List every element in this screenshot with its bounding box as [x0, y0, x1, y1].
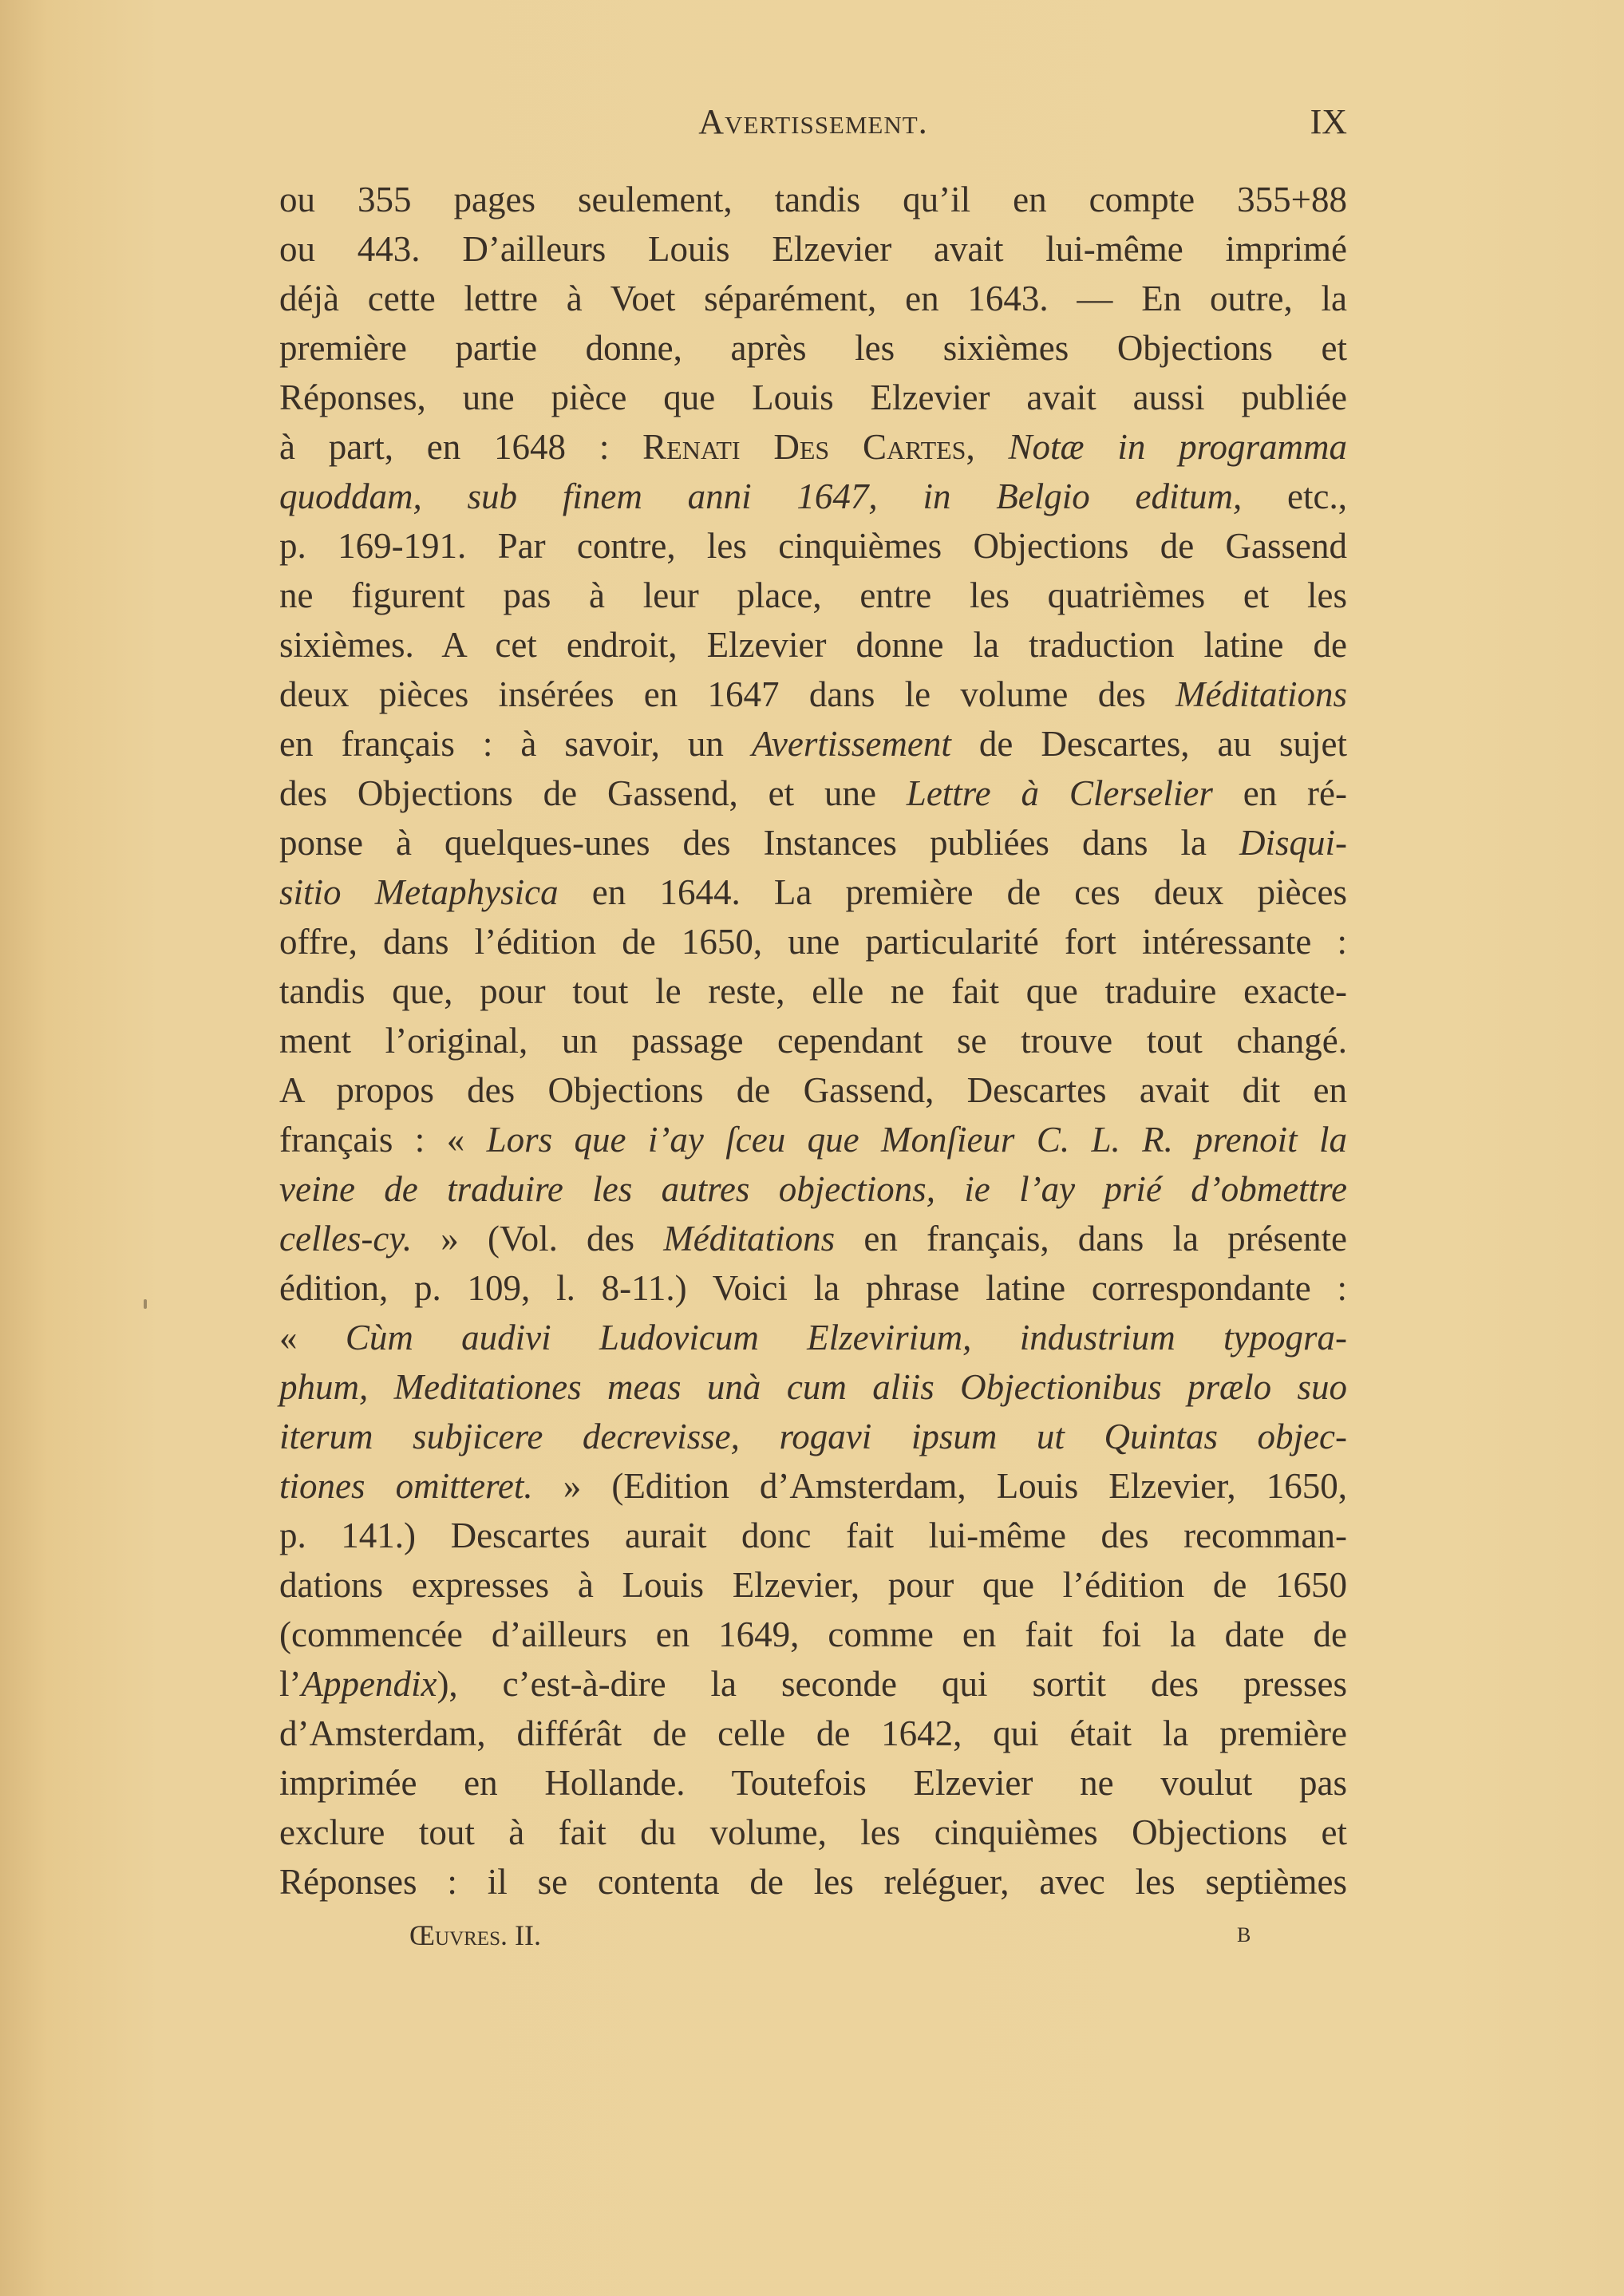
text-segment: A propos des Objections de Gassend, Descartes avait dit en [279, 1070, 1347, 1110]
text-line [279, 769, 1347, 818]
text-line [279, 867, 1347, 917]
italic-text: veine de traduire les autres objections, ie l’ay prié d’obmettre [279, 1169, 1347, 1209]
italic-text: iterum subjicere decrevisse, rogavi ipsum ut Quintas objec- [279, 1417, 1347, 1456]
text-segment: en 1644. La première de ces deux pièces [558, 872, 1347, 912]
text-segment: ou 443. D’ailleurs Louis Elzevier avait lui-même imprimé [279, 229, 1347, 269]
text-line [279, 1709, 1347, 1758]
text-segment: en français, dans la présente [835, 1219, 1347, 1259]
small-caps-text: Renati Des Cartes [642, 427, 966, 467]
text-line [279, 1610, 1347, 1659]
text-segment: dations expresses à Louis Elzevier, pour que l’édition de 1650 [279, 1565, 1347, 1605]
text-line [279, 1313, 1347, 1362]
text-line [279, 1263, 1347, 1313]
text-segment: « [279, 1318, 346, 1357]
text-segment: édition, p. 109, l. 8-11.) Voici la phrase latine correspondante : [279, 1268, 1347, 1308]
text-segment: en ré- [1212, 773, 1347, 813]
text-segment: etc., [1242, 476, 1347, 516]
text-segment: ou 355 pages seulement, tandis qu’il en compte 355+88 [279, 180, 1347, 219]
italic-text: Méditations [663, 1219, 836, 1259]
text-segment: deux pièces insérées en 1647 dans le volume des [279, 674, 1176, 714]
gathering-letter: B [1237, 1923, 1251, 1946]
text-line [279, 719, 1347, 769]
italic-text: Lors que i’ay ſceu que Monſieur C. L. R. prenoit la [486, 1120, 1347, 1160]
text-line [279, 818, 1347, 867]
text-segment: (commencée d’ailleurs en 1649, comme en fait foi la date de [279, 1614, 1347, 1654]
text-segment: p. 141.) Descartes aurait donc fait lui-même des recomman- [279, 1516, 1347, 1555]
text-segment: première partie donne, après les sixièmes Objections et [279, 328, 1347, 368]
text-segment: ne figurent pas à leur place, entre les quatrièmes et les [279, 575, 1347, 615]
text-line [279, 1808, 1347, 1857]
text-segment: p. 169-191. Par contre, les cinquièmes Objections de Gassend [279, 526, 1347, 566]
text-line [279, 1412, 1347, 1461]
text-segment: déjà cette lettre à Voet séparément, en 1643. — En outre, la [279, 279, 1347, 318]
italic-text: Appendix [301, 1664, 437, 1704]
text-segment: » (Vol. des [412, 1219, 664, 1259]
text-line [279, 1461, 1347, 1511]
text-segment: tandis que, pour tout le reste, elle ne fait que traduire exacte- [279, 971, 1347, 1011]
italic-text: quoddam, sub finem anni 1647, in Belgio editum, [279, 476, 1243, 516]
text-line [279, 1115, 1347, 1164]
text-segment: d’Amsterdam, différât de celle de 1642, qui était la première [279, 1713, 1347, 1753]
text-segment: offre, dans l’édition de 1650, une particularité fort intéressante : [279, 922, 1347, 962]
text-line [279, 373, 1347, 422]
text-segment: en français : à savoir, un [279, 724, 752, 764]
page-footer [279, 1915, 1347, 1955]
italic-text: Méditations [1176, 674, 1347, 714]
text-segment: sixièmes. A cet endroit, Elzevier donne la traduction latine de [279, 625, 1347, 665]
text-segment: de Descartes, au sujet [950, 724, 1348, 764]
italic-text: Disqui- [1239, 823, 1347, 863]
signature-mark: Œuvres. II. [409, 1919, 541, 1951]
italic-text: Notæ in programma [1008, 427, 1347, 467]
text-segment: ), c’est-à-dire la seconde qui sortit des presses [437, 1664, 1347, 1704]
text-segment: ment l’original, un passage cependant se trouve tout changé. [279, 1021, 1347, 1061]
text-line [279, 966, 1347, 1016]
margin-speck [144, 1299, 147, 1309]
text-line [279, 1016, 1347, 1065]
text-line [279, 1214, 1347, 1263]
text-segment: à part, en 1648 : [279, 427, 643, 467]
text-line [279, 1857, 1347, 1907]
text-line [279, 1065, 1347, 1115]
text-segment: Réponses : il se contenta de les reléguer, avec les septièmes [279, 1862, 1347, 1902]
text-line [279, 323, 1347, 373]
text-segment: exclure tout à fait du volume, les cinquièmes Objections et [279, 1812, 1347, 1852]
text-segment: français : « [279, 1120, 487, 1160]
italic-text: Lettre à Clerselier [906, 773, 1213, 813]
page-number: IX [1310, 102, 1347, 141]
italic-text: phum, Meditationes meas unà cum aliis Objectionibus prælo suo [279, 1367, 1347, 1407]
italic-text: celles-cy. [279, 1219, 413, 1259]
text-line [279, 670, 1347, 719]
text-line [279, 1560, 1347, 1610]
text-line [279, 521, 1347, 571]
italic-text: tiones omitteret. [279, 1466, 533, 1506]
italic-text: Avertissement [751, 724, 951, 764]
text-line [279, 224, 1347, 274]
running-title: Avertissement. [698, 102, 928, 141]
text-line [279, 917, 1347, 966]
text-segment: imprimée en Hollande. Toutefois Elzevier ne voulut pas [279, 1763, 1347, 1803]
italic-text: Cùm audivi Ludovicum Elzevirium, industrium typogra- [345, 1318, 1348, 1357]
text-segment: Réponses, une pièce que Louis Elzevier avait aussi publiée [279, 377, 1347, 417]
italic-text: sitio Metaphysica [279, 872, 559, 912]
text-segment: ponse à quelques-unes des Instances publiées dans la [279, 823, 1239, 863]
text-line [279, 1659, 1347, 1709]
text-line [279, 1164, 1347, 1214]
text-line [279, 422, 1347, 472]
running-head [279, 97, 1347, 147]
body-text [279, 175, 1347, 1907]
text-line [279, 571, 1347, 620]
text-segment: » (Edition d’Amsterdam, Louis Elzevier, 1650, [532, 1466, 1347, 1506]
text-segment: des Objections de Gassend, et une [279, 773, 907, 813]
text-line [279, 1362, 1347, 1412]
text-line [279, 472, 1347, 521]
text-line [279, 175, 1347, 224]
text-segment: , [966, 427, 1009, 467]
text-line [279, 1511, 1347, 1560]
text-line [279, 620, 1347, 670]
text-segment: l’ [279, 1664, 302, 1704]
text-line [279, 1758, 1347, 1808]
text-line [279, 274, 1347, 323]
